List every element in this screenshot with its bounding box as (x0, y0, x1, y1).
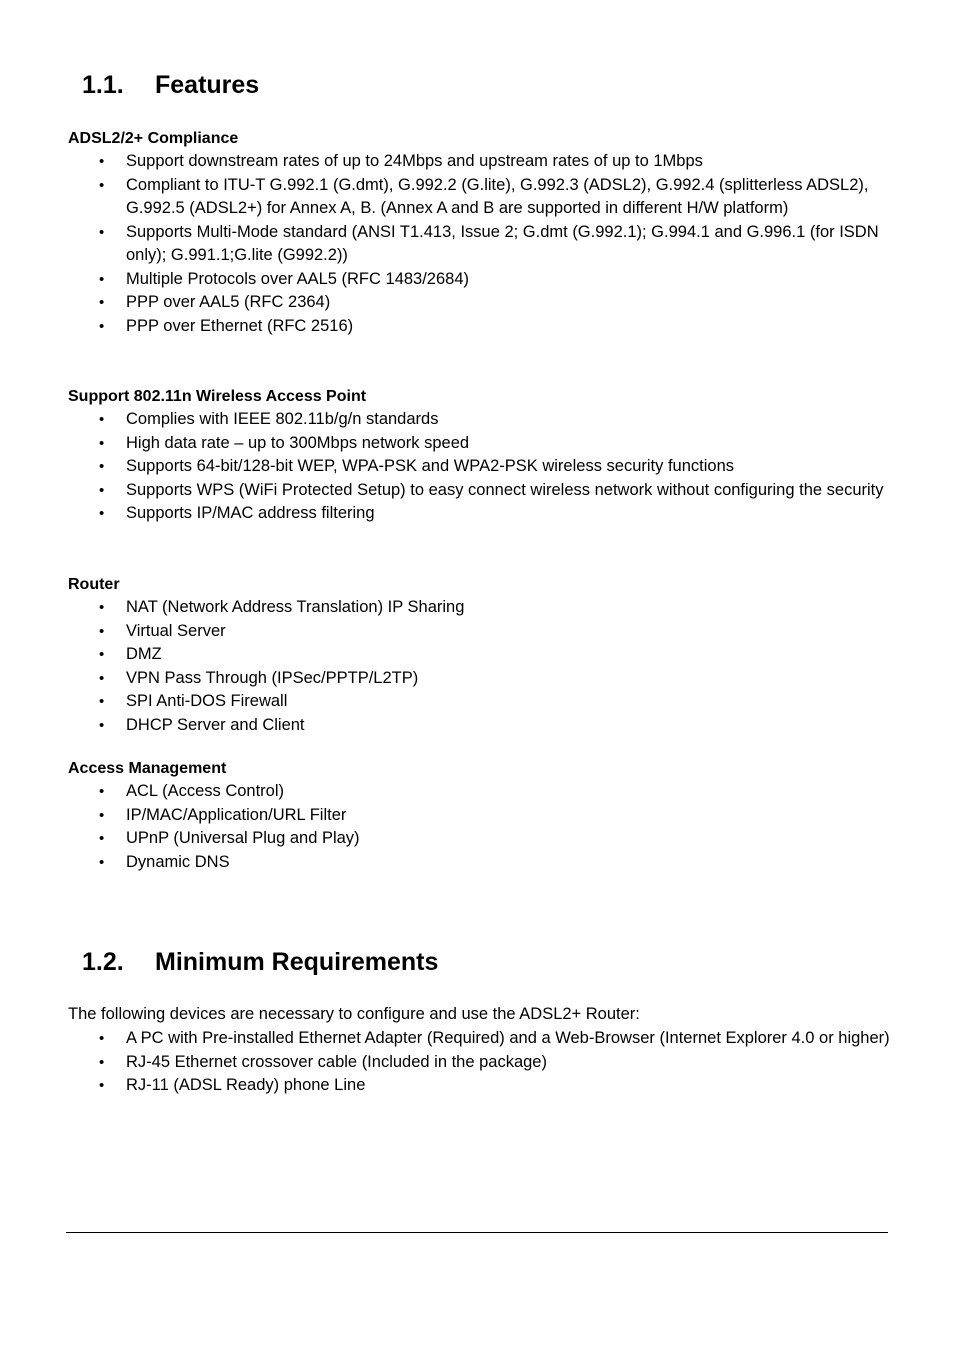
wireless-subheading: Support 802.11n Wireless Access Point (68, 388, 367, 405)
list-item: • ACL (Access Control) (0, 780, 954, 804)
list-item: • Support downstream rates of up to 24Mbps and upstream rates of up to 1Mbps (0, 150, 954, 174)
list-item: • RJ-11 (ADSL Ready) phone Line (0, 1074, 954, 1098)
wireless-list (0, 408, 954, 526)
list-item: • Compliant to ITU-T G.992.1 (G.dmt), G.992.2 (G.lite), G.992.3 (ADSL2), G.992.4 (splitterless ADSL2), G.992.5 (ADSL2+) for Annex A, B. (Annex A and B are supported in different H/W platform) (0, 174, 954, 221)
features-heading-text: Features (155, 71, 260, 99)
router-list (0, 596, 954, 737)
list-item: • Supports Multi-Mode standard (ANSI T1.413, Issue 2; G.dmt (G.992.1); G.994.1 and G.996.1 (for ISDN only); G.991.1;G.lite (G992.2)) (0, 221, 954, 268)
requirements-heading (82, 947, 438, 977)
list-item: • Multiple Protocols over AAL5 (RFC 1483/2684) (0, 268, 954, 292)
list-item: • A PC with Pre-installed Ethernet Adapter (Required) and a Web-Browser (Internet Explorer 4.0 or higher) (0, 1027, 954, 1051)
list-item: • DMZ (0, 643, 954, 667)
requirements-heading-number: 1.2. (82, 948, 124, 976)
list-item: • DHCP Server and Client (0, 714, 954, 738)
list-item: • Complies with IEEE 802.11b/g/n standards (0, 408, 954, 432)
list-item: • PPP over Ethernet (RFC 2516) (0, 315, 954, 339)
list-item: • Supports IP/MAC address filtering (0, 502, 954, 526)
adsl-subheading: ADSL2/2+ Compliance (68, 130, 239, 147)
list-item: • UPnP (Universal Plug and Play) (0, 827, 954, 851)
list-item: • RJ-45 Ethernet crossover cable (Included in the package) (0, 1051, 954, 1075)
list-item: • Supports WPS (WiFi Protected Setup) to easy connect wireless network without configuring the security (0, 479, 954, 503)
requirements-list (0, 1027, 954, 1098)
access-list (0, 780, 954, 874)
list-item: • High data rate – up to 300Mbps network speed (0, 432, 954, 456)
list-item: • Dynamic DNS (0, 851, 954, 875)
list-item: • PPP over AAL5 (RFC 2364) (0, 291, 954, 315)
list-item: • VPN Pass Through (IPSec/PPTP/L2TP) (0, 667, 954, 691)
router-subheading: Router (68, 576, 120, 593)
features-heading-number: 1.1. (82, 71, 124, 99)
requirements-heading-text: Minimum Requirements (155, 948, 439, 976)
list-item: • Virtual Server (0, 620, 954, 644)
list-item: • NAT (Network Address Translation) IP Sharing (0, 596, 954, 620)
adsl-list (0, 150, 954, 338)
features-heading (82, 70, 259, 100)
access-subheading: Access Management (68, 760, 227, 777)
footer-divider (66, 1232, 888, 1233)
list-item: • IP/MAC/Application/URL Filter (0, 804, 954, 828)
list-item: • Supports 64-bit/128-bit WEP, WPA-PSK and WPA2-PSK wireless security functions (0, 455, 954, 479)
list-item: • SPI Anti-DOS Firewall (0, 690, 954, 714)
requirements-intro: The following devices are necessary to configure and use the ADSL2+ Router: (68, 1005, 640, 1023)
